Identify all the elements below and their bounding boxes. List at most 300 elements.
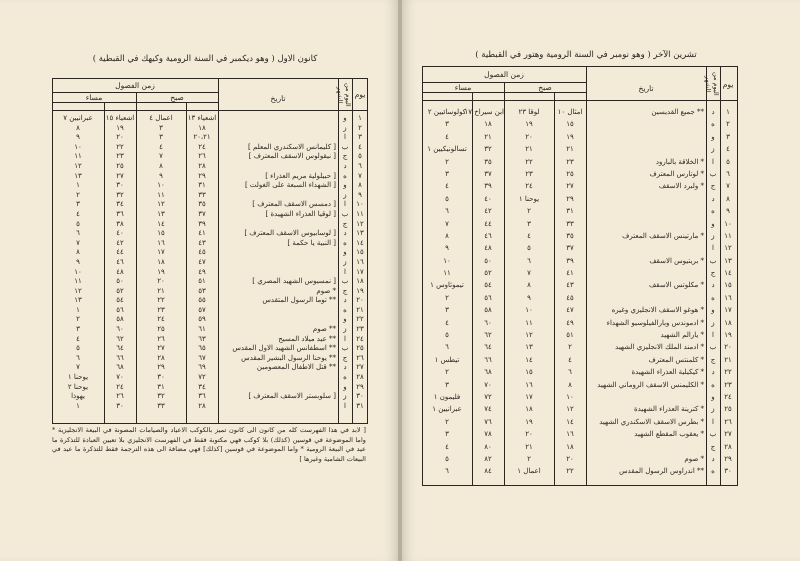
table-cell: د — [711, 108, 715, 116]
table-cell: ٢٩ — [566, 194, 574, 203]
table-cell: ٤ — [568, 355, 572, 364]
table-cell: ه — [711, 467, 715, 476]
table-cell: ٢٨ — [356, 373, 364, 382]
table-cell: ٣١ — [566, 207, 574, 216]
table-cell: ب — [709, 430, 717, 439]
table-cell: ٧٢ — [484, 392, 492, 401]
table-cell: ٤٢ — [484, 207, 492, 216]
table-cell: ٢١ — [525, 145, 533, 154]
table-cell: [ لوقيا العذراء الشهيدة ] — [265, 209, 336, 218]
table-cell: ١٥ — [566, 120, 574, 129]
table-cell: * ادموندس وبارالفيلوسيو الشهداء — [606, 318, 704, 327]
table-cell: ٤٠ — [484, 194, 492, 203]
table-cell: ٣٢ — [157, 392, 165, 401]
table-cell: ٢٤ — [198, 142, 206, 151]
table-cell: ١١ — [74, 152, 82, 161]
table-cell: ١٠ — [74, 267, 82, 276]
seasons-header: زمن الفصول — [484, 70, 524, 79]
table-cell: ٣٠ — [356, 392, 364, 401]
table-cell: ٢٣ — [116, 152, 124, 161]
table-cell: ز — [711, 145, 715, 154]
table-cell: ٥ — [726, 157, 730, 166]
table-cell: ٢٤ — [356, 334, 364, 343]
table-cell: ٤٤ — [484, 219, 492, 228]
table-cell: ٥٦ — [484, 293, 492, 302]
table-cell: ج — [342, 219, 348, 228]
table-cell: ١٩ — [356, 286, 364, 295]
table-cell: ٢٥ — [356, 344, 364, 353]
table-cell: ١٠ — [74, 142, 82, 151]
table-cell: ٢٥ — [157, 325, 165, 334]
table-cell: ٦ — [76, 353, 80, 362]
table-cell: ٣ — [445, 169, 449, 178]
table-cell: ٤٥ — [198, 248, 206, 257]
table-cell: ١٢ — [566, 405, 574, 414]
table-cell: ١٤ — [356, 238, 364, 247]
table-cell: ١٣ — [74, 296, 82, 305]
table-cell: ٤٩ — [198, 267, 206, 276]
table-cell: ٥٨ — [484, 306, 492, 315]
table-cell — [222, 258, 336, 268]
table-cell: ج — [710, 355, 716, 364]
table-cell: ** جميع القديسين — [651, 108, 704, 116]
table-cell: يوحنا ١ — [518, 194, 540, 203]
table-cell: ٢ — [726, 120, 730, 129]
history-column — [590, 106, 704, 478]
morning-header: صبح — [170, 93, 184, 102]
table-cell: ٨ — [76, 248, 80, 257]
table-cell: ٩ — [159, 171, 163, 180]
table-cell: ٢ — [568, 343, 572, 352]
table-cell — [222, 248, 336, 258]
table-cell: ٨ — [76, 123, 80, 132]
seasons-header: زمن الفصول — [115, 81, 155, 90]
table-cell — [590, 143, 704, 155]
table-cell: ٦ — [76, 229, 80, 238]
table-cell: ٣٢ — [484, 145, 492, 154]
table-cell: ١٣ — [157, 209, 165, 218]
table-cell: ٧ — [159, 152, 163, 161]
table-cell: د — [343, 296, 347, 305]
table-cell: ز — [343, 325, 347, 334]
evening-first-reading-column — [104, 114, 136, 411]
table-cell: ٦١ — [198, 325, 206, 334]
page-title: كانون الاول ( وهو ديكمبر في السنة الرومية وكيهك في القبطية ) — [92, 54, 318, 64]
table-cell: ٢١ — [157, 286, 165, 295]
table-cell: ٢١ — [566, 145, 574, 154]
table-cell: د — [711, 281, 715, 290]
table-cell: ٧٠ — [116, 373, 124, 382]
table-cell: [ نمسيوس الشهيد المصري ] — [252, 277, 336, 286]
table-cell: ٣ — [76, 325, 80, 334]
table-cell: ز — [711, 405, 715, 414]
table-cell: ٢٢ — [116, 142, 124, 151]
table-cell: ٢٢ — [157, 296, 165, 305]
table-cell: عبرانيين ١ — [432, 405, 462, 414]
table-cell: ٢ — [445, 157, 449, 166]
table-cell: د — [711, 194, 715, 203]
table-cell: لوقا ٢٣ — [518, 108, 540, 116]
table-cell: ١ — [76, 181, 80, 190]
table-cell: ١٥ — [157, 229, 165, 238]
table-cell: ج — [342, 152, 348, 161]
table-cell: ٢٠،٢١ — [193, 133, 211, 142]
table-cell: ٤ — [76, 334, 80, 343]
table-cell: ه — [343, 305, 347, 314]
table-cell: ٤٤ — [116, 248, 124, 257]
table-cell: ٦٠ — [116, 325, 124, 334]
table-cell: ٣٠ — [116, 401, 124, 410]
table-cell: ١٣ — [724, 256, 732, 265]
table-cell: ٢٩ — [724, 454, 732, 463]
table-cell: ٣٦ — [198, 392, 206, 401]
table-cell: ب — [341, 344, 349, 353]
table-cell: ١٩ — [566, 132, 574, 141]
table-cell: ٢٠ — [525, 430, 533, 439]
table-cell: [ سلوبستر الاسقف المعترف ] — [248, 392, 336, 401]
day-number-column — [352, 114, 368, 411]
table-cell: ١٣ — [525, 343, 533, 352]
table-cell: ب — [709, 256, 717, 265]
morning-header: صبح — [538, 83, 552, 92]
table-cell: ١٩ — [525, 120, 533, 129]
column-divider — [218, 78, 219, 424]
table-cell: ٧٨ — [484, 430, 492, 439]
table-cell: ٤ — [445, 318, 449, 327]
table-cell: ٥ — [76, 344, 80, 353]
table-cell: ٣ — [445, 430, 449, 439]
table-cell: ٩ — [527, 293, 531, 302]
table-cell: ٥٨ — [116, 315, 124, 324]
header-divider — [52, 110, 368, 111]
table-cell: ٦٥ — [198, 344, 206, 353]
table-cell: ٣٩ — [566, 256, 574, 265]
table-cell: ١٠ — [566, 392, 574, 401]
table-cell: * مكلوتس الاسقف — [649, 281, 704, 290]
table-cell: ٢ — [445, 293, 449, 302]
table-cell: ٢ — [358, 123, 362, 132]
table-cell: ١١ — [74, 277, 82, 286]
table-cell: يوحنا ١ — [67, 373, 89, 382]
table-cell: ٤٨ — [484, 244, 492, 253]
table-cell: ٦٣ — [198, 334, 206, 343]
table-cell: ١٦ — [525, 380, 533, 389]
table-cell: ٤٥ — [566, 293, 574, 302]
table-cell: ٥ — [358, 152, 362, 161]
table-cell: ٢٠ — [116, 133, 124, 142]
table-cell: * مارتينس الاسقف المعترف — [622, 231, 704, 240]
table-cell: ١٢ — [157, 200, 165, 209]
table-cell: ٧٠ — [484, 380, 492, 389]
table-cell: ١ — [76, 401, 80, 410]
table-cell: ١٩ — [157, 267, 165, 276]
table-cell: ٥ — [445, 454, 449, 463]
table-cell: [ دمسس الاسقف المعترف ] — [252, 200, 336, 209]
table-cell: ٢ — [445, 417, 449, 426]
table-cell — [222, 315, 336, 325]
table-cell: ١ — [358, 114, 362, 122]
table-cell: [ نيقولوس الاسقف المعترف ] — [248, 152, 336, 161]
table-cell: ز — [343, 190, 347, 199]
table-cell: ج — [342, 353, 348, 362]
table-cell: ٢٦ — [198, 152, 206, 161]
table-cell: تسالونيكيين ١ — [427, 145, 467, 154]
table-cell: ٢٩ — [157, 363, 165, 372]
table-cell: ٣١ — [157, 382, 165, 391]
table-cell: [ لوسابيوس الاسقف المعترف ] — [244, 229, 336, 238]
table-cell: ٨ — [445, 231, 449, 240]
table-cell: ٤ — [445, 182, 449, 191]
weekday-letter-column — [706, 106, 720, 478]
table-cell: ٨٠ — [484, 442, 492, 451]
table-cell: ٦ — [726, 169, 730, 178]
table-cell: ٢٠ — [724, 343, 732, 352]
table-cell: ٣٤ — [198, 382, 206, 391]
table-cell: ٢١ — [724, 355, 732, 364]
table-cell — [590, 218, 704, 230]
table-cell: ٤٣ — [566, 281, 574, 290]
table-cell: * بطرس الاسقف الاسكندري الشهيد — [599, 417, 704, 426]
table-cell: ٣٣ — [157, 401, 165, 410]
table-cell: ١٤ — [525, 355, 533, 364]
table-cell: تيموثاوس ١ — [430, 281, 464, 290]
table-cell: ج — [710, 442, 716, 451]
table-cell: ٦٠ — [484, 318, 492, 327]
table-cell — [222, 383, 336, 393]
table-cell: ٦٨ — [116, 363, 124, 372]
table-cell: ٣٢ — [116, 190, 124, 199]
table-cell: ١٢ — [724, 244, 732, 253]
table-cell: ٢٦ — [724, 417, 732, 426]
morning-second-reading-column — [504, 106, 554, 478]
table-cell: ٢٠ — [525, 132, 533, 141]
table-cell: ب — [341, 142, 349, 151]
table-cell: ١٨ — [157, 257, 165, 266]
table-cell: * الخلاقة بالبارود — [655, 157, 704, 166]
table-cell: ٤ — [76, 209, 80, 218]
table-cell: ج — [710, 269, 716, 278]
table-cell: ٩ — [726, 207, 730, 216]
table-cell: ٢٤ — [116, 382, 124, 391]
table-cell: و — [343, 315, 347, 324]
table-cell: ١٢ — [356, 219, 364, 228]
table-cell: ١٦ — [566, 430, 574, 439]
table-cell: ١٨ — [484, 120, 492, 129]
table-cell: د — [711, 454, 715, 463]
table-cell: ب — [341, 277, 349, 286]
table-cell: ٢٨ — [198, 161, 206, 170]
table-cell: ا — [712, 331, 714, 340]
table-cell: * ولبرد الاسقف — [658, 182, 704, 191]
table-cell: ** قتل الاطفال المعصومين — [256, 363, 336, 372]
table-cell: ٢٣ — [525, 169, 533, 178]
table-cell: ١١ — [443, 269, 451, 278]
table-cell: ** يوحنا الرسول البشير المقدس — [241, 353, 336, 362]
table-cell: ٤٢ — [116, 238, 124, 247]
table-cell: ٥ — [445, 194, 449, 203]
table-cell: ١٢ — [525, 331, 533, 340]
table-cell: ٦٤ — [116, 344, 124, 353]
table-cell: ٤٠ — [116, 229, 124, 238]
table-cell: ١٤ — [157, 219, 165, 228]
table-cell: ** توما الرسول المتقدس — [262, 296, 336, 305]
table-cell: ٤٨ — [116, 267, 124, 276]
table-cell: ٤١ — [566, 269, 574, 278]
table-cell: ٢٤ — [157, 315, 165, 324]
table-cell: ٢٩ — [198, 171, 206, 180]
table-cell: و — [711, 132, 715, 141]
table-cell: ٢٢ — [566, 467, 574, 476]
table-cell: ١٨ — [525, 405, 533, 414]
table-cell: [ حبيلولية مريم العذراء ] — [265, 171, 336, 180]
weekday-letter-column — [338, 114, 352, 411]
table-cell: ٢٣ — [724, 380, 732, 389]
table-cell: ٢ — [76, 190, 80, 199]
table-cell: ٦ — [358, 161, 362, 170]
table-cell: كولوسائيين ٢ — [427, 108, 467, 116]
table-cell: ٢١ — [356, 305, 364, 314]
table-cell — [222, 162, 336, 172]
table-cell: ١٣ — [74, 171, 82, 180]
table-cell: ٥٢ — [116, 286, 124, 295]
table-cell: يوحنا ٢ — [67, 382, 89, 391]
table-cell: ا — [344, 200, 346, 209]
table-cell — [590, 131, 704, 143]
table-cell: ه — [711, 207, 715, 216]
table-cell: ٣٧ — [198, 209, 206, 218]
table-cell: ٤ — [527, 231, 531, 240]
table-cell: ١٩ — [724, 331, 732, 340]
table-cell: ٦ — [568, 368, 572, 377]
table-cell: ٨ — [527, 281, 531, 290]
evening-second-reading-column — [422, 106, 472, 478]
table-cell: ٦٩ — [198, 363, 206, 372]
table-cell: ٢ — [76, 315, 80, 324]
table-cell: ٢٩ — [356, 382, 364, 391]
history-header: تاريخ — [270, 94, 286, 103]
table-cell — [222, 306, 336, 316]
table-cell: ٦ — [527, 256, 531, 265]
table-cell: ٤٦ — [116, 257, 124, 266]
table-cell: ٦ — [445, 467, 449, 476]
table-cell: ا — [344, 401, 346, 410]
evening-header: مساء — [454, 83, 472, 92]
table-cell: ٢٣ — [157, 305, 165, 314]
history-column — [222, 114, 336, 411]
table-cell: ا — [344, 267, 346, 276]
table-cell — [222, 402, 336, 412]
table-cell: ز — [711, 231, 715, 240]
table-cell: ٢ — [445, 368, 449, 377]
table-cell: ٩ — [358, 190, 362, 199]
table-cell: ٢٦ — [157, 334, 165, 343]
table-cell: ١٩ — [525, 417, 533, 426]
table-cell: ٦٤ — [484, 343, 492, 352]
table-cell: ٣١ — [356, 401, 364, 410]
table-cell: ٣ — [726, 132, 730, 141]
table-cell: * كيكيلية العذراء الشهيدة — [631, 368, 704, 377]
footnote: [ لابد في هذا الفهرست كله من كانون الى كانون تميز بالكوكب الاعياد والصيامات المصونة في البيعة الانجليزية * واما الموضوعة في قوسين (كذلك) بلا كوكب فهي مكتوبة فقط في الفهرست الانجليزي بلا تعيين العبادة للتذكرة ما عيد في البيعة الرومية * واما الموضوعة في قوسين [كذلك] فهي مضافة الى هذه الترجمة فقط للتذكرة ما عيد في البيعات الشامية وغيرها ] — [52, 426, 366, 463]
table-cell: ج — [342, 286, 348, 295]
table-cell: ٢٥ — [116, 161, 124, 170]
table-cell: ٤٧ — [566, 306, 574, 315]
month-day-header: اليوم من الشهر — [336, 83, 352, 107]
table-cell: ٣٩ — [198, 219, 206, 228]
table-cell: ٦٢ — [116, 334, 124, 343]
table-cell: و — [343, 114, 347, 122]
table-cell: ٥ — [445, 331, 449, 340]
table-cell: ٢٧ — [566, 182, 574, 191]
table-cell: ز — [711, 318, 715, 327]
table-cell: ٥ — [76, 219, 80, 228]
table-cell: ١٨ — [356, 277, 364, 286]
table-cell: ٢٦ — [116, 392, 124, 401]
table-cell: ٤٦ — [484, 231, 492, 240]
table-cell — [590, 242, 704, 254]
table-cell: ٦٨ — [484, 368, 492, 377]
table-cell: ١٨ — [198, 123, 206, 132]
table-cell: ٥٧ — [198, 305, 206, 314]
table-cell: ** عيد ميلاد المسيح — [278, 334, 336, 343]
table-cell: فليمون ١ — [433, 392, 461, 401]
table-cell: ٢٣ — [356, 325, 364, 334]
table-cell: ٢١ — [525, 442, 533, 451]
table-cell — [590, 193, 704, 205]
table-cell: ٧ — [527, 269, 531, 278]
table-cell: ا — [712, 157, 714, 166]
table-cell: ٧ — [76, 363, 80, 372]
table-cell: ٥٣ — [198, 286, 206, 295]
table-cell: ه — [343, 373, 347, 382]
table-cell: ٨ — [726, 194, 730, 203]
table-cell: اعمال ٤ — [149, 114, 173, 122]
table-cell: ١٧ — [356, 267, 364, 276]
morning-divider — [52, 102, 218, 103]
table-cell: ٦٢ — [484, 331, 492, 340]
table-cell: ١٣ — [356, 229, 364, 238]
table-cell: ٣٥ — [566, 231, 574, 240]
table-cell: اعمال ١ — [517, 467, 541, 476]
table-cell — [222, 124, 336, 134]
table-cell: ١٨ — [566, 442, 574, 451]
table-cell: * بريتيوس الاسقف — [649, 256, 704, 265]
evening-first-reading-column — [464, 106, 504, 478]
table-cell: ٣ — [445, 120, 449, 129]
table-cell: ٢٢ — [525, 157, 533, 166]
table-cell: ز — [343, 257, 347, 266]
table-cell: ٧ — [726, 182, 730, 191]
table-cell: ٣ — [445, 306, 449, 315]
table-cell: ٣٠ — [116, 181, 124, 190]
month-day-header: اليوم من الشهر — [704, 72, 720, 96]
table-cell: ٤٣ — [198, 238, 206, 247]
table-cell: ٢٦ — [356, 353, 364, 362]
table-cell: ٣ — [527, 219, 531, 228]
table-cell — [590, 391, 704, 403]
table-cell: ٢٧ — [356, 363, 364, 372]
table-cell: ١٥ — [525, 368, 533, 377]
table-cell: ٥٢ — [484, 269, 492, 278]
table-cell: * هوغو الاسقف الانجليزي وغيره — [611, 306, 704, 315]
table-cell: ١٠ — [443, 256, 451, 265]
table-cell: ١ — [76, 305, 80, 314]
table-cell: ٢ — [527, 454, 531, 463]
table-cell: ٢٢ — [724, 368, 732, 377]
table-cell: * الكليمنس الاسقف الروماني الشهيد — [597, 380, 704, 389]
table-cell: ١٩ — [116, 123, 124, 132]
table-cell: ٣٣ — [198, 190, 206, 199]
table-cell: [ النبية يا حكمة ] — [287, 238, 336, 247]
